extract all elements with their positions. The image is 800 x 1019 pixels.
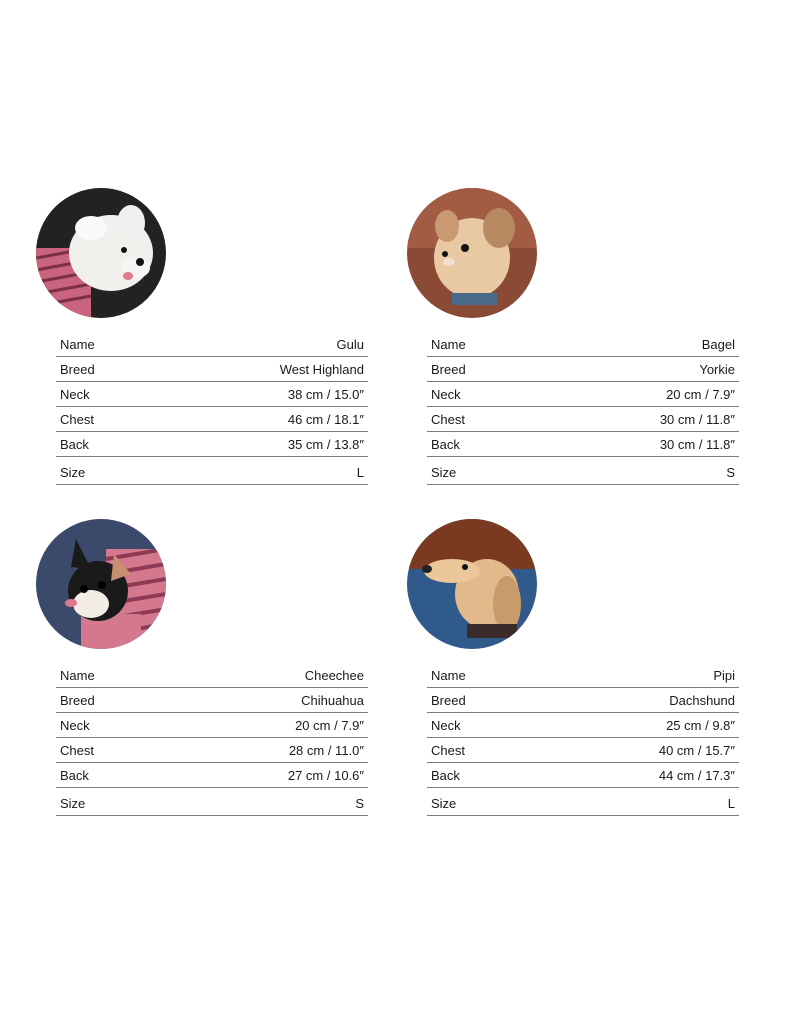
label-name: Name bbox=[60, 337, 95, 352]
row-chest bbox=[427, 738, 739, 763]
label-neck: Neck bbox=[431, 387, 461, 402]
value-chest: 46 cm / 18.1″ bbox=[287, 412, 364, 427]
label-name: Name bbox=[431, 337, 466, 352]
value-size: S bbox=[726, 465, 735, 480]
row-chest bbox=[427, 407, 739, 432]
label-name: Name bbox=[431, 668, 466, 683]
label-breed: Breed bbox=[60, 693, 95, 708]
row-size bbox=[427, 788, 739, 816]
value-neck: 20 cm / 7.9″ bbox=[295, 718, 364, 733]
row-neck bbox=[427, 382, 739, 407]
label-breed: Breed bbox=[431, 362, 466, 377]
row-back bbox=[427, 763, 739, 788]
row-chest bbox=[56, 738, 368, 763]
row-breed bbox=[427, 357, 739, 382]
label-back: Back bbox=[431, 768, 460, 783]
label-back: Back bbox=[60, 437, 89, 452]
label-neck: Neck bbox=[60, 718, 90, 733]
label-size: Size bbox=[60, 796, 86, 811]
row-size bbox=[56, 457, 368, 485]
value-name: Gulu bbox=[336, 337, 364, 352]
measurement-table bbox=[56, 332, 368, 485]
value-neck: 20 cm / 7.9″ bbox=[666, 387, 735, 402]
value-back: 44 cm / 17.3″ bbox=[658, 768, 735, 783]
label-name: Name bbox=[60, 668, 95, 683]
row-back bbox=[427, 432, 739, 457]
row-name bbox=[427, 332, 739, 357]
label-chest: Chest bbox=[431, 743, 465, 758]
label-back: Back bbox=[431, 437, 460, 452]
row-breed bbox=[56, 688, 368, 713]
row-size bbox=[56, 788, 368, 816]
label-size: Size bbox=[60, 465, 86, 480]
dog-card-bagel bbox=[427, 188, 739, 485]
row-neck bbox=[427, 713, 739, 738]
label-breed: Breed bbox=[60, 362, 95, 377]
row-breed bbox=[427, 688, 739, 713]
row-size bbox=[427, 457, 739, 485]
dog-card-cheechee bbox=[56, 519, 368, 816]
value-size: S bbox=[355, 796, 364, 811]
value-name: Cheechee bbox=[304, 668, 364, 683]
dog-photo bbox=[407, 519, 537, 649]
dog-card-pipi bbox=[427, 519, 739, 816]
dog-photo bbox=[407, 188, 537, 318]
label-neck: Neck bbox=[60, 387, 90, 402]
row-neck bbox=[56, 713, 368, 738]
row-name bbox=[56, 332, 368, 357]
value-breed: Chihuahua bbox=[301, 693, 364, 708]
value-back: 30 cm / 11.8″ bbox=[659, 437, 735, 452]
value-breed: Dachshund bbox=[669, 693, 735, 708]
value-chest: 30 cm / 11.8″ bbox=[659, 412, 735, 427]
measurement-table bbox=[427, 332, 739, 485]
label-chest: Chest bbox=[431, 412, 465, 427]
row-back bbox=[56, 432, 368, 457]
row-breed bbox=[56, 357, 368, 382]
label-size: Size bbox=[431, 465, 457, 480]
dog-photo bbox=[36, 519, 166, 649]
label-back: Back bbox=[60, 768, 89, 783]
value-breed: Yorkie bbox=[699, 362, 735, 377]
value-back: 35 cm / 13.8″ bbox=[287, 437, 364, 452]
value-chest: 40 cm / 15.7″ bbox=[658, 743, 735, 758]
value-neck: 25 cm / 9.8″ bbox=[666, 718, 735, 733]
label-chest: Chest bbox=[60, 412, 94, 427]
measurement-table bbox=[56, 663, 368, 816]
value-neck: 38 cm / 15.0″ bbox=[287, 387, 364, 402]
dog-card-gulu bbox=[56, 188, 368, 485]
value-name: Pipi bbox=[713, 668, 735, 683]
dog-photo bbox=[36, 188, 166, 318]
row-neck bbox=[56, 382, 368, 407]
label-breed: Breed bbox=[431, 693, 466, 708]
row-name bbox=[56, 663, 368, 688]
value-size: L bbox=[727, 796, 735, 811]
row-name bbox=[427, 663, 739, 688]
value-chest: 28 cm / 11.0″ bbox=[288, 743, 364, 758]
label-neck: Neck bbox=[431, 718, 461, 733]
value-breed: West Highland bbox=[279, 362, 364, 377]
value-name: Bagel bbox=[701, 337, 735, 352]
label-size: Size bbox=[431, 796, 457, 811]
value-back: 27 cm / 10.6″ bbox=[287, 768, 364, 783]
value-size: L bbox=[356, 465, 364, 480]
row-chest bbox=[56, 407, 368, 432]
measurement-table bbox=[427, 663, 739, 816]
row-back bbox=[56, 763, 368, 788]
label-chest: Chest bbox=[60, 743, 94, 758]
